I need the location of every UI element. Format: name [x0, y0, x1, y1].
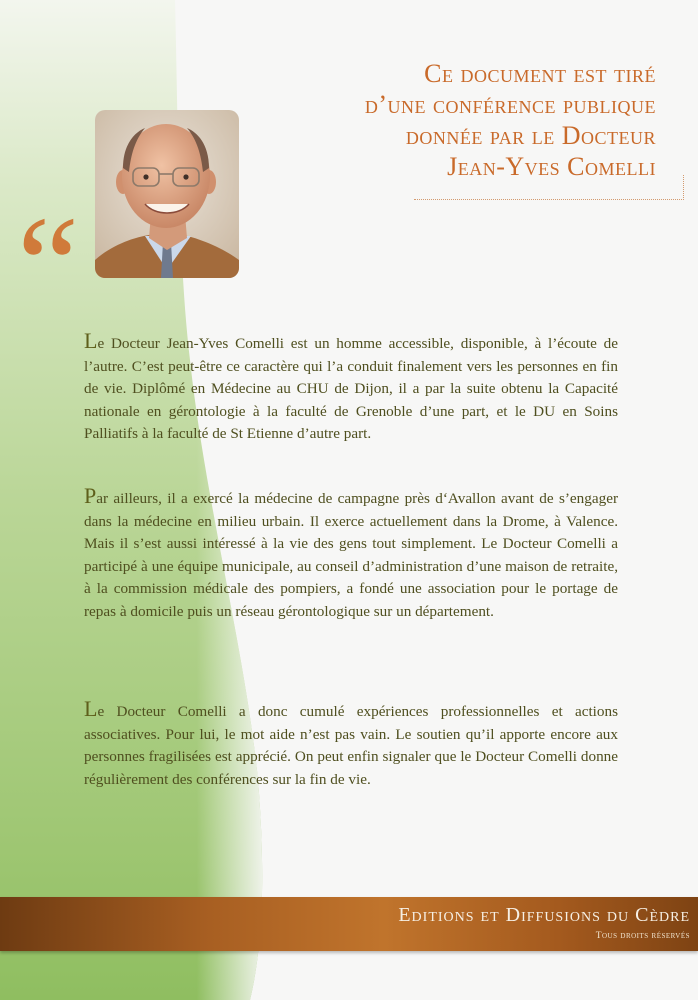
biography-paragraph-1	[84, 330, 618, 446]
paragraph-2-initial: P	[84, 483, 97, 508]
doctor-portrait-photo	[95, 110, 239, 278]
paragraph-2-text: ar ailleurs, il a exercé la médecine de campagne près d‘Avallon avant de s’engager dans la médecine en milieu urbain. Il exerce actuellement dans la Drome, à Valence. Mais il s’est aussi intéressé à la vie des gens tout simplement. Le Docteur Comelli a participé à une équipe municipale, au conseil d’administration d’une maison de retraite, à la commission médicale des pompiers, a fondé une association pour le portage de repas à domicile puis un réseau gérontologique sur un département.	[84, 490, 618, 620]
document-origin-title	[236, 58, 656, 182]
title-line-2: d’une conférence publique	[364, 90, 656, 119]
title-line-1: Ce document est tiré	[424, 59, 656, 88]
opening-quote-icon	[15, 200, 107, 310]
title-line-3: donnée par le Docteur	[405, 121, 656, 150]
paragraph-1-text: e Docteur Jean-Yves Comelli est un homme accessible, disponible, à l’écoute de l’autre. C’est peut-être ce caractère qui l’a conduit finalement vers les personnes en fin de vie. Diplômé en Médecine au CHU de Dijon, il a par la suite obtenu la Capacité nationale en gérontologie à la faculté de Grenoble d’une part, et le DU en Soins Palliatifs à la faculté de St Etienne d’autre part.	[84, 335, 618, 443]
title-divider	[414, 199, 684, 200]
biography-paragraph-2	[84, 485, 618, 624]
biography-paragraph-3	[84, 698, 618, 791]
title-line-4: Jean-Yves Comelli	[447, 152, 656, 181]
portrait-photo-icon	[95, 110, 239, 278]
paragraph-3-text: e Docteur Comelli a donc cumulé expériences professionnelles et actions associatives. Pour lui, le mot aide n’est pas vain. Le soutien qu’il apporte encore aux personnes fragilisées est apprécié. On peut enfin signaler que le Docteur Comelli donne régulièrement des conférences sur la fin de vie.	[84, 703, 618, 788]
rights-notice: Tous droits réservés	[595, 931, 690, 941]
publisher-name: Editions et Diffusions du Cèdre	[398, 904, 690, 926]
title-divider-corner	[683, 175, 684, 200]
svg-text:“: “	[17, 200, 80, 310]
paragraph-1-initial: L	[84, 328, 98, 353]
paragraph-3-initial: L	[84, 696, 98, 721]
